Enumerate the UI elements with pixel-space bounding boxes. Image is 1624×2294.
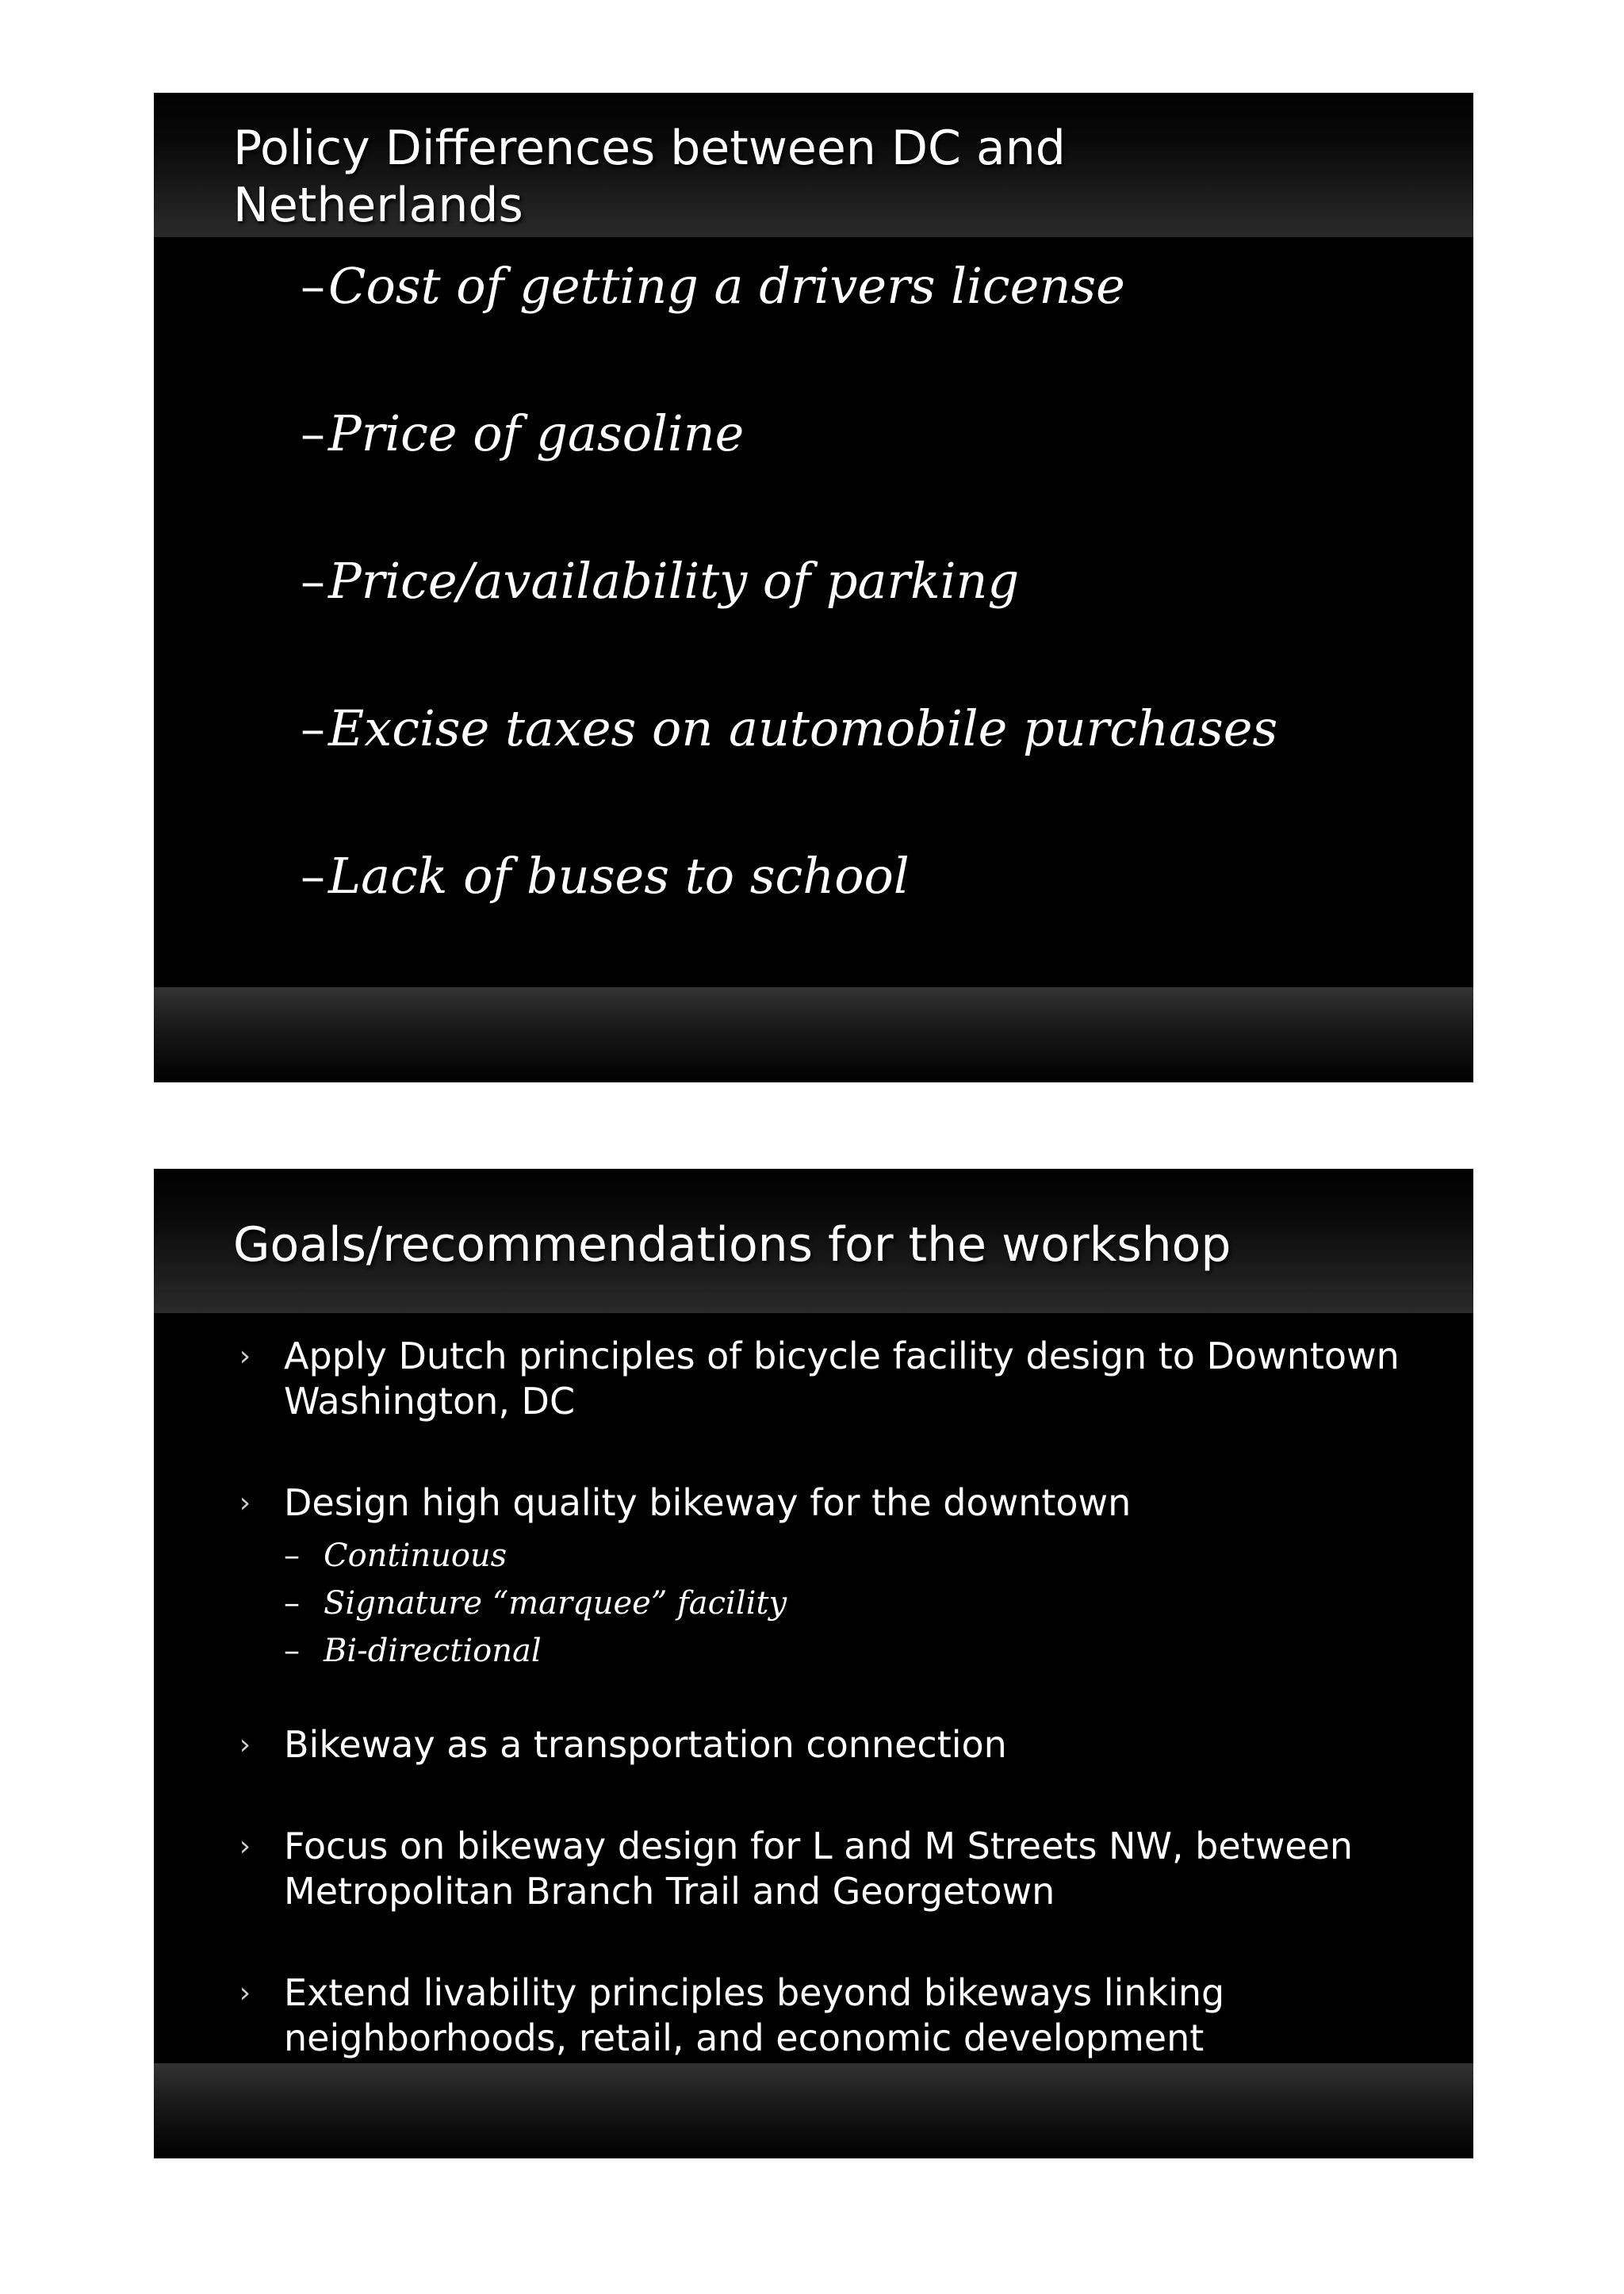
list-item-text: Price of gasoline	[328, 404, 745, 462]
list-item	[301, 546, 1277, 694]
sub-item-text: Signature “marquee” facility	[324, 1585, 787, 1622]
goals-list	[233, 1334, 1423, 2117]
list-item	[233, 1480, 1423, 1675]
dash-marker: –	[301, 404, 325, 462]
list-item-text: Apply Dutch principles of bicycle facility design to Downtown Washington, DC	[284, 1335, 1400, 1423]
chevron-right-icon: ›	[239, 1977, 251, 2009]
chevron-right-icon: ›	[239, 1830, 251, 1863]
sub-list-item	[284, 1580, 1423, 1627]
dash-marker: –	[301, 552, 325, 610]
list-item	[233, 1970, 1423, 2061]
list-item	[301, 694, 1277, 841]
list-item-text: Cost of getting a drivers license	[328, 257, 1125, 315]
slide-footer-band	[154, 987, 1473, 1082]
chevron-right-icon: ›	[239, 1340, 251, 1373]
dash-marker: –	[301, 257, 325, 315]
dash-marker: –	[301, 847, 325, 905]
list-item-text: Price/availability of parking	[328, 552, 1020, 610]
list-item-text: Focus on bikeway design for L and M Streets NW, between Metropolitan Branch Trail and Georgetown	[284, 1825, 1354, 1913]
sub-list-item	[284, 1627, 1423, 1675]
slide-footer-band	[154, 2063, 1473, 2158]
sub-item-text: Continuous	[324, 1538, 508, 1574]
slide-title: Goals/recommendations for the workshop	[233, 1217, 1231, 1273]
chevron-right-icon: ›	[239, 1487, 251, 1519]
dash-marker: –	[284, 1538, 300, 1574]
list-item	[233, 1722, 1423, 1767]
list-item-text: Excise taxes on automobile purchases	[328, 699, 1278, 757]
list-item-text: Bikeway as a transportation connection	[284, 1723, 1007, 1766]
slide-policy-differences	[154, 93, 1473, 1082]
list-item-text: Lack of buses to school	[328, 847, 910, 905]
list-item	[301, 251, 1277, 399]
sub-list-item	[284, 1532, 1423, 1580]
slide-goals-recommendations	[154, 1169, 1473, 2158]
list-item	[301, 399, 1277, 546]
sub-list	[284, 1532, 1423, 1675]
policy-list	[301, 251, 1277, 989]
dash-marker: –	[284, 1633, 300, 1669]
list-item	[233, 1334, 1423, 1424]
sub-item-text: Bi-directional	[324, 1633, 542, 1669]
dash-marker: –	[301, 699, 325, 757]
dash-marker: –	[284, 1585, 300, 1622]
list-item	[233, 1824, 1423, 1914]
list-item-text: Design high quality bikeway for the downtown	[284, 1481, 1132, 1524]
list-item-text: Extend livability principles beyond bikeways linking neighborhoods, retail, and economic development	[284, 1971, 1225, 2059]
slide-title: Policy Differences between DC and Netherlands	[233, 121, 1066, 233]
chevron-right-icon: ›	[239, 1729, 251, 1761]
list-item	[301, 841, 1277, 989]
